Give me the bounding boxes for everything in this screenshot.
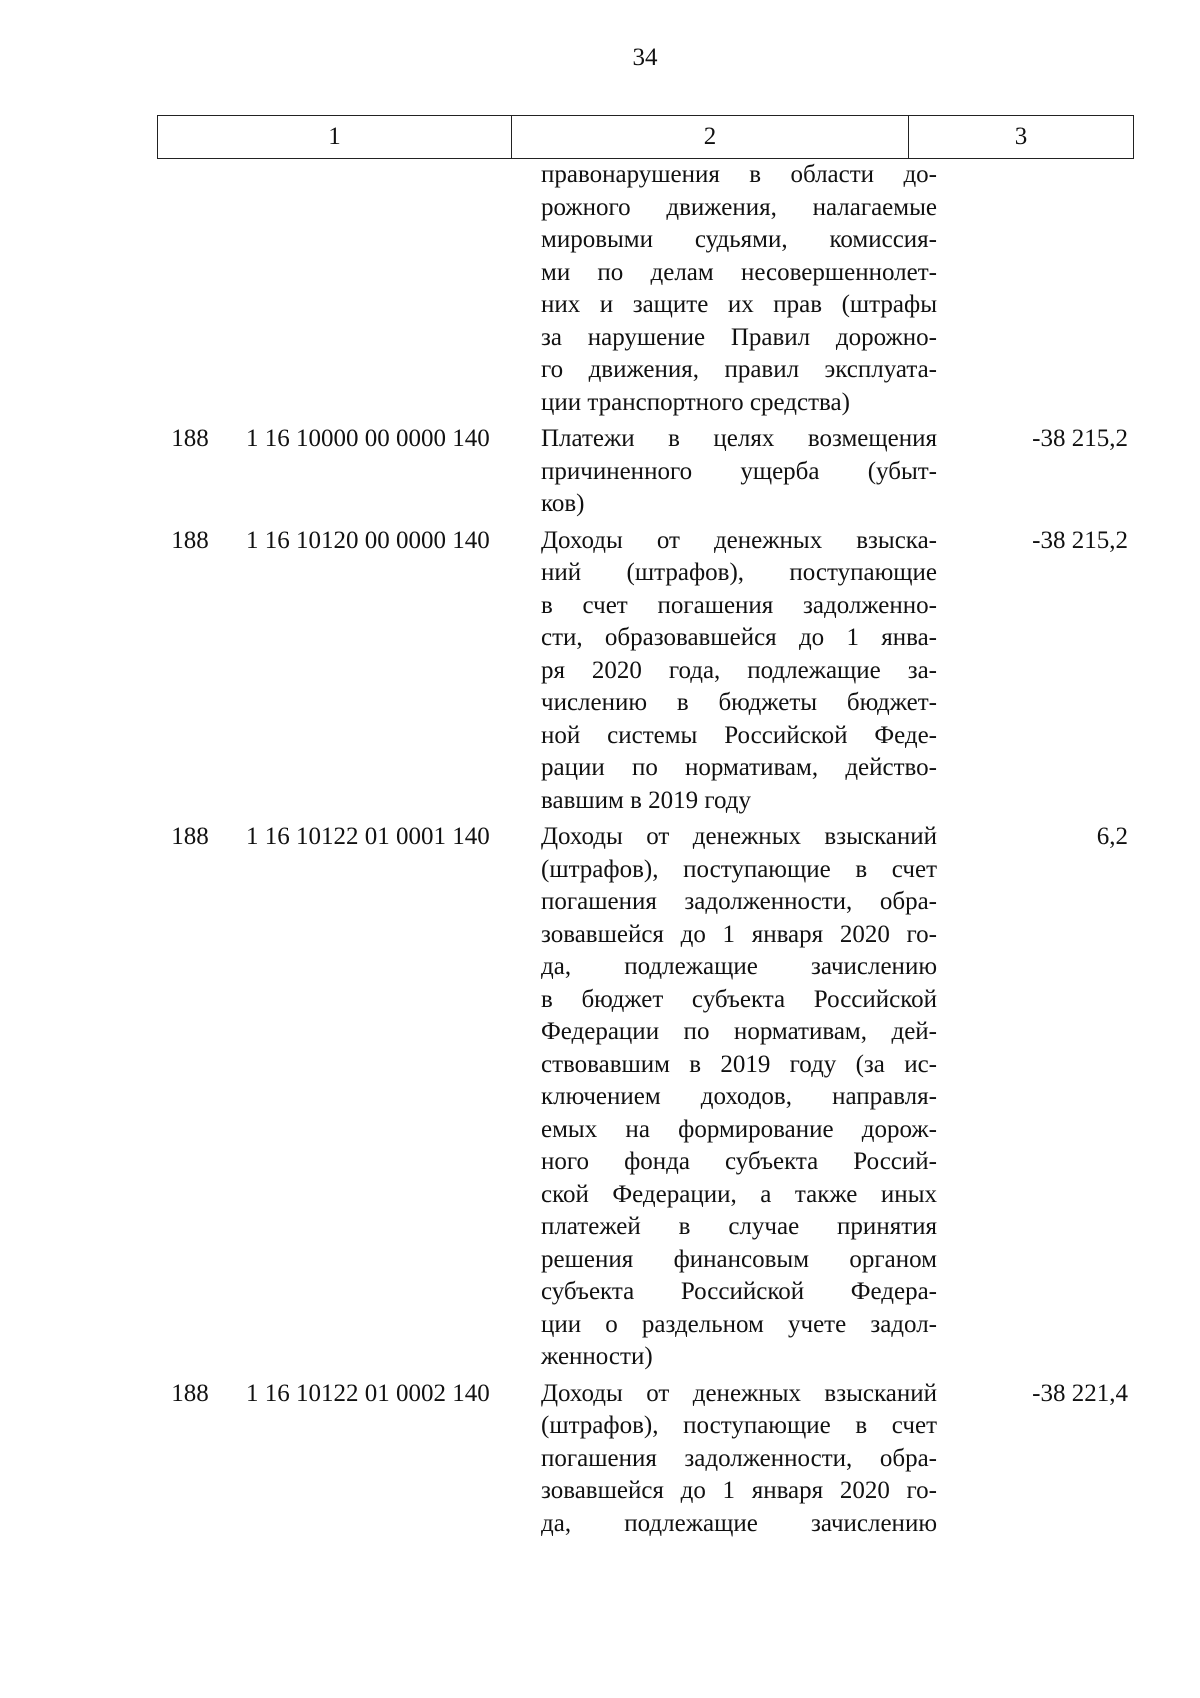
description-cell xyxy=(541,525,937,818)
description-line: емых на формирование дорож- xyxy=(541,1115,937,1143)
description-line: ного фонда субъекта Россий- xyxy=(541,1148,937,1175)
budget-classification-code-cell: 1 16 10120 00 0000 140 xyxy=(246,526,490,554)
description-line: субъекта Российской Федера- xyxy=(541,1278,937,1305)
description-line: ной системы Российской Феде- xyxy=(541,721,937,749)
description-line: ков) xyxy=(541,490,585,517)
description-line: (штрафов), поступающие в счет xyxy=(541,855,937,883)
description-line: рожного движения, налагаемые xyxy=(541,193,937,221)
column-header-3: 3 xyxy=(909,116,1134,159)
description-line: числению в бюджеты бюджет- xyxy=(541,689,937,716)
description-line: да, подлежащие зачислению xyxy=(541,1509,937,1537)
column-header-1: 1 xyxy=(158,116,512,159)
description-line: зовавшейся до 1 января 2020 го- xyxy=(541,1477,937,1504)
table-body xyxy=(0,159,1200,1544)
amount-cell: -38 215,2 xyxy=(1032,526,1128,554)
description-cell xyxy=(541,1378,937,1541)
table-row xyxy=(0,423,1200,521)
description-line: ской Федерации, а также иных xyxy=(541,1180,937,1208)
description-cell xyxy=(541,423,937,521)
description-line: женности) xyxy=(541,1343,653,1370)
admin-code-cell: 188 xyxy=(171,425,209,452)
admin-code-cell: 188 xyxy=(171,1379,209,1407)
description-cell xyxy=(541,821,937,1374)
description-line: Федерации по нормативам, дей- xyxy=(541,1018,937,1045)
description-line: Платежи в целях возмещения xyxy=(541,425,937,452)
table-header xyxy=(157,115,1134,159)
description-line: Доходы от денежных взысканий xyxy=(541,1379,937,1407)
description-line: Доходы от денежных взыска- xyxy=(541,526,937,554)
description-line: решения финансовым органом xyxy=(541,1245,937,1273)
budget-classification-code-cell: 1 16 10122 01 0002 140 xyxy=(246,1379,490,1407)
description-line: (штрафов), поступающие в счет xyxy=(541,1412,937,1439)
table-row xyxy=(0,525,1200,818)
description-line: ми по делам несовершеннолет- xyxy=(541,258,937,286)
budget-classification-code-cell: 1 16 10122 01 0001 140 xyxy=(246,823,490,850)
description-line: сти, образовавшейся до 1 янва- xyxy=(541,624,937,651)
table-row xyxy=(0,1378,1200,1541)
description-line: ствовавшим в 2019 году (за ис- xyxy=(541,1050,937,1078)
description-line: вавшим в 2019 году xyxy=(541,786,752,814)
description-line: погашения задолженности, обра- xyxy=(541,1444,937,1472)
description-line: причиненного ущерба (убыт- xyxy=(541,457,937,485)
column-header-2: 2 xyxy=(512,116,909,159)
description-cell xyxy=(541,159,937,419)
description-line: за нарушение Правил дорожно- xyxy=(541,323,937,351)
description-line: платежей в случае принятия xyxy=(541,1213,937,1240)
amount-cell: -38 215,2 xyxy=(1032,425,1128,452)
description-line: зовавшейся до 1 января 2020 го- xyxy=(541,920,937,948)
page-number: 34 xyxy=(632,44,658,71)
description-line: рации по нормативам, действо- xyxy=(541,754,937,781)
description-line: мировыми судьями, комиссия- xyxy=(541,226,937,253)
budget-classification-code-cell: 1 16 10000 00 0000 140 xyxy=(246,425,490,452)
table-row xyxy=(0,159,1200,419)
amount-cell: -38 221,4 xyxy=(1032,1379,1128,1407)
description-line: ря 2020 года, подлежащие за- xyxy=(541,656,937,684)
description-line: ции транспортного средства) xyxy=(541,388,850,416)
description-line: ции о раздельном учете задол- xyxy=(541,1310,937,1338)
description-line: да, подлежащие зачислению xyxy=(541,953,937,980)
description-line: них и защите их прав (штрафы xyxy=(541,291,937,318)
description-line: погашения задолженности, обра- xyxy=(541,888,937,915)
description-line: ключением доходов, направля- xyxy=(541,1083,937,1110)
description-line: ний (штрафов), поступающие xyxy=(541,559,937,586)
description-line: в счет погашения задолженно- xyxy=(541,591,937,619)
amount-cell: 6,2 xyxy=(1096,823,1128,850)
description-line: правонарушения в области до- xyxy=(541,161,937,188)
admin-code-cell: 188 xyxy=(171,526,209,554)
table-row xyxy=(0,821,1200,1374)
admin-code-cell: 188 xyxy=(171,823,209,850)
description-line: в бюджет субъекта Российской xyxy=(541,985,937,1013)
description-line: Доходы от денежных взысканий xyxy=(541,823,937,850)
description-line: го движения, правил эксплуата- xyxy=(541,356,937,383)
